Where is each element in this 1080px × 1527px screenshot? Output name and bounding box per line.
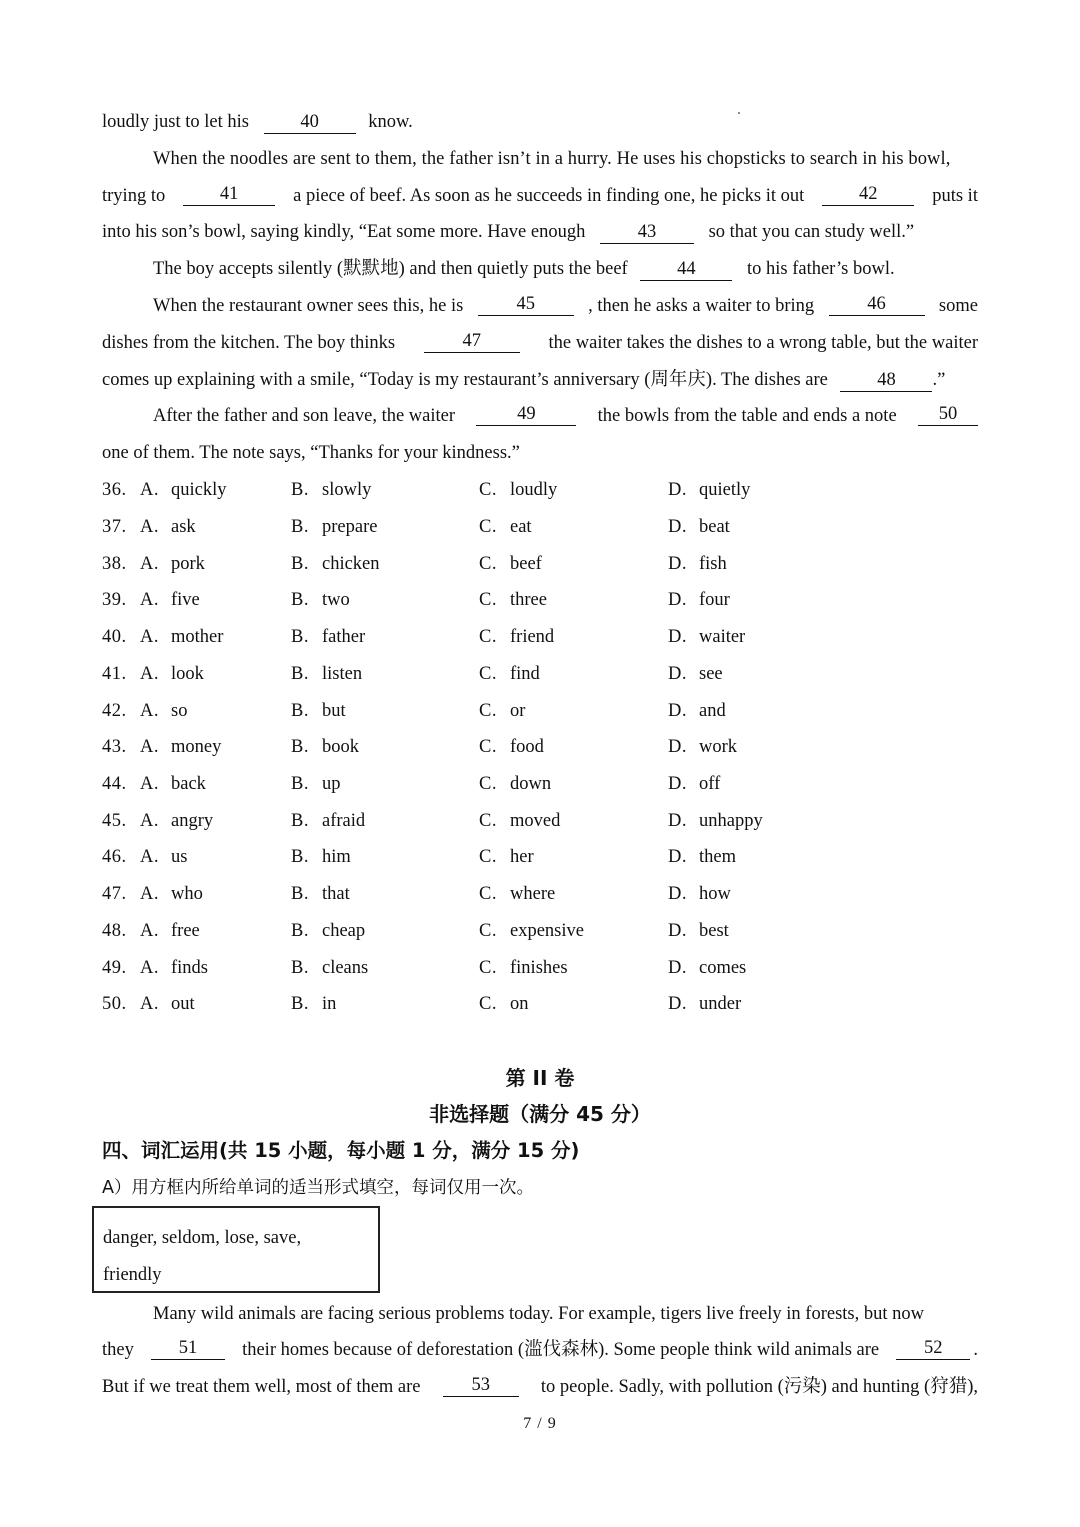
text-segment: After the father and son leave, the waiter — [153, 406, 456, 426]
text-segment: puts it — [932, 186, 978, 206]
option-b: B. listen — [291, 664, 363, 684]
option-b: B. afraid — [291, 811, 366, 831]
question-number: 43. — [102, 737, 127, 757]
option-b: B. chicken — [291, 554, 380, 574]
option-d: D. quietly — [668, 480, 751, 500]
passage-line-1 — [102, 110, 978, 134]
question-number: 50. — [102, 994, 127, 1014]
option-c: C. beef — [479, 554, 542, 574]
option-d: D. off — [668, 774, 721, 794]
option-c: C. three — [479, 590, 547, 610]
option-b: B. in — [291, 994, 337, 1014]
option-d: D. best — [668, 921, 729, 941]
blank-50: 50 — [918, 404, 978, 426]
option-c: C. her — [479, 847, 534, 867]
blank-40: 40 — [264, 112, 356, 134]
option-c: C. expensive — [479, 921, 584, 941]
option-row-46 — [102, 844, 902, 870]
option-b: B. father — [291, 627, 366, 647]
option-c: C. moved — [479, 811, 561, 831]
word-box — [92, 1206, 380, 1293]
page-number: 7 / 9 — [523, 1415, 557, 1432]
text-segment: When the restaurant owner sees this, he is — [153, 296, 464, 316]
option-d: D. unhappy — [668, 811, 763, 831]
blank-41: 41 — [183, 184, 275, 206]
passage-line-10: one of them. The note says, “Thanks for your kindness.” — [102, 443, 520, 463]
option-b: B. slowly — [291, 480, 372, 500]
instruction-text: A）用方框内所给单词的适当形式填空，每词仅用一次。 — [102, 1178, 534, 1198]
part-title: 第 II 卷 — [505, 1066, 575, 1090]
option-b: B. cleans — [291, 958, 369, 978]
passage-line-8 — [102, 368, 978, 392]
option-d: D. four — [668, 590, 730, 610]
text-segment: the waiter takes the dishes to a wrong table, but the waiter — [548, 333, 978, 353]
option-a: A. angry — [140, 811, 214, 831]
passage-line-4 — [102, 220, 978, 244]
word-box-line-2: friendly — [103, 1265, 162, 1285]
text-segment: they — [102, 1340, 134, 1360]
text-segment: loudly just to let his — [102, 112, 249, 132]
option-c: C. finishes — [479, 958, 568, 978]
question-number: 41. — [102, 664, 127, 684]
option-d: D. see — [668, 664, 723, 684]
option-d: D. how — [668, 884, 731, 904]
text-segment: .” — [932, 370, 946, 390]
blank-51: 51 — [151, 1338, 225, 1360]
option-b: B. but — [291, 701, 346, 721]
blank-48: 48 — [840, 370, 932, 392]
option-row-41 — [102, 661, 902, 687]
option-c: C. find — [479, 664, 540, 684]
option-c: C. where — [479, 884, 556, 904]
blank-42: 42 — [822, 184, 914, 206]
option-row-43 — [102, 734, 902, 760]
option-c: C. friend — [479, 627, 555, 647]
question-number: 49. — [102, 958, 127, 978]
option-c: C. loudly — [479, 480, 558, 500]
option-row-38 — [102, 551, 902, 577]
passage-line-5 — [153, 257, 978, 281]
word-box-line-1: danger, seldom, lose, save, — [103, 1228, 302, 1248]
option-a: A. quickly — [140, 480, 227, 500]
option-row-47 — [102, 881, 902, 907]
text-segment: . — [973, 1340, 978, 1360]
text-segment: , then he asks a waiter to bring — [588, 296, 815, 316]
passage-line-2: When the noodles are sent to them, the father isn’t in a hurry. He uses his chopsticks to search in his bowl, — [153, 149, 951, 169]
option-row-44 — [102, 771, 902, 797]
text-segment: to people. Sadly, with pollution (污染) and hunting (狩猎), — [540, 1377, 978, 1397]
option-a: A. ask — [140, 517, 196, 537]
blank-44: 44 — [640, 259, 732, 281]
question-number: 48. — [102, 921, 127, 941]
option-row-49 — [102, 955, 902, 981]
text-segment: so that you can study well.” — [708, 222, 915, 242]
option-c: C. on — [479, 994, 529, 1014]
question-number: 37. — [102, 517, 127, 537]
text-segment: their homes because of deforestation (滥伐森林). Some people think wild animals are — [242, 1340, 880, 1360]
blank-52: 52 — [896, 1338, 970, 1360]
passage-line-3 — [102, 184, 978, 208]
option-b: B. him — [291, 847, 351, 867]
option-a: A. who — [140, 884, 203, 904]
option-d: D. comes — [668, 958, 747, 978]
option-b: B. up — [291, 774, 341, 794]
option-d: D. them — [668, 847, 736, 867]
text-segment: some — [938, 296, 978, 316]
blank-47: 47 — [424, 331, 520, 353]
question-number: 45. — [102, 811, 127, 831]
option-row-39 — [102, 587, 902, 613]
option-a: A. so — [140, 701, 188, 721]
blank-46: 46 — [829, 294, 925, 316]
option-d: D. under — [668, 994, 742, 1014]
text-segment: know. — [368, 112, 413, 132]
option-a: A. five — [140, 590, 200, 610]
option-b: B. two — [291, 590, 350, 610]
option-row-42 — [102, 698, 902, 724]
passage2-line-2 — [102, 1338, 978, 1362]
part-subtitle: 非选择题（满分 45 分） — [429, 1102, 651, 1126]
question-number: 46. — [102, 847, 127, 867]
passage-line-6 — [153, 294, 978, 318]
option-a: A. money — [140, 737, 222, 757]
option-row-48 — [102, 918, 902, 944]
text-segment: dishes from the kitchen. The boy thinks — [102, 333, 396, 353]
option-row-50 — [102, 991, 902, 1017]
option-d: D. and — [668, 701, 726, 721]
option-a: A. back — [140, 774, 206, 794]
option-d: D. fish — [668, 554, 727, 574]
text-segment: trying to — [102, 186, 166, 206]
blank-53: 53 — [443, 1375, 519, 1397]
text-segment: into his son’s bowl, saying kindly, “Eat some more. Have enough — [102, 222, 586, 242]
question-number: 47. — [102, 884, 127, 904]
option-c: C. or — [479, 701, 526, 721]
section-heading: 四、词汇运用(共 15 小题，每小题 1 分，满分 15 分) — [102, 1139, 580, 1162]
question-number: 39. — [102, 590, 127, 610]
option-a: A. look — [140, 664, 204, 684]
option-a: A. us — [140, 847, 188, 867]
option-row-40 — [102, 624, 902, 650]
option-c: C. food — [479, 737, 544, 757]
option-b: B. cheap — [291, 921, 366, 941]
passage2-line-3 — [102, 1375, 978, 1399]
question-number: 36. — [102, 480, 127, 500]
text-segment: But if we treat them well, most of them are — [102, 1377, 421, 1397]
text-segment: to his father’s bowl. — [746, 259, 895, 279]
option-a: A. finds — [140, 958, 208, 978]
blank-49: 49 — [476, 404, 576, 426]
text-segment: The boy accepts silently (默默地) and then quietly puts the beef — [153, 259, 628, 279]
option-row-36 — [102, 477, 902, 503]
blank-45: 45 — [478, 294, 574, 316]
option-b: B. book — [291, 737, 359, 757]
option-row-37 — [102, 514, 902, 540]
option-d: D. work — [668, 737, 738, 757]
option-b: B. prepare — [291, 517, 378, 537]
passage-line-7 — [102, 331, 978, 355]
option-d: D. beat — [668, 517, 730, 537]
blank-43: 43 — [600, 222, 694, 244]
option-a: A. mother — [140, 627, 224, 647]
question-number: 38. — [102, 554, 127, 574]
text-segment: comes up explaining with a smile, “Today is my restaurant’s anniversary (周年庆). The dishes are — [102, 370, 828, 390]
text-segment: a piece of beef. As soon as he succeeds in finding one, he picks it out — [293, 186, 805, 206]
option-a: A. out — [140, 994, 195, 1014]
text-segment: the bowls from the table and ends a note — [597, 406, 897, 426]
question-number: 42. — [102, 701, 127, 721]
option-a: A. pork — [140, 554, 205, 574]
option-c: C. down — [479, 774, 552, 794]
passage-line-9 — [153, 404, 978, 428]
question-number: 40. — [102, 627, 127, 647]
option-row-45 — [102, 808, 902, 834]
option-a: A. free — [140, 921, 200, 941]
passage2-line-1: Many wild animals are facing serious problems today. For example, tigers live freely in forests, but now — [153, 1304, 924, 1324]
question-number: 44. — [102, 774, 127, 794]
option-b: B. that — [291, 884, 350, 904]
option-d: D. waiter — [668, 627, 746, 647]
option-c: C. eat — [479, 517, 532, 537]
